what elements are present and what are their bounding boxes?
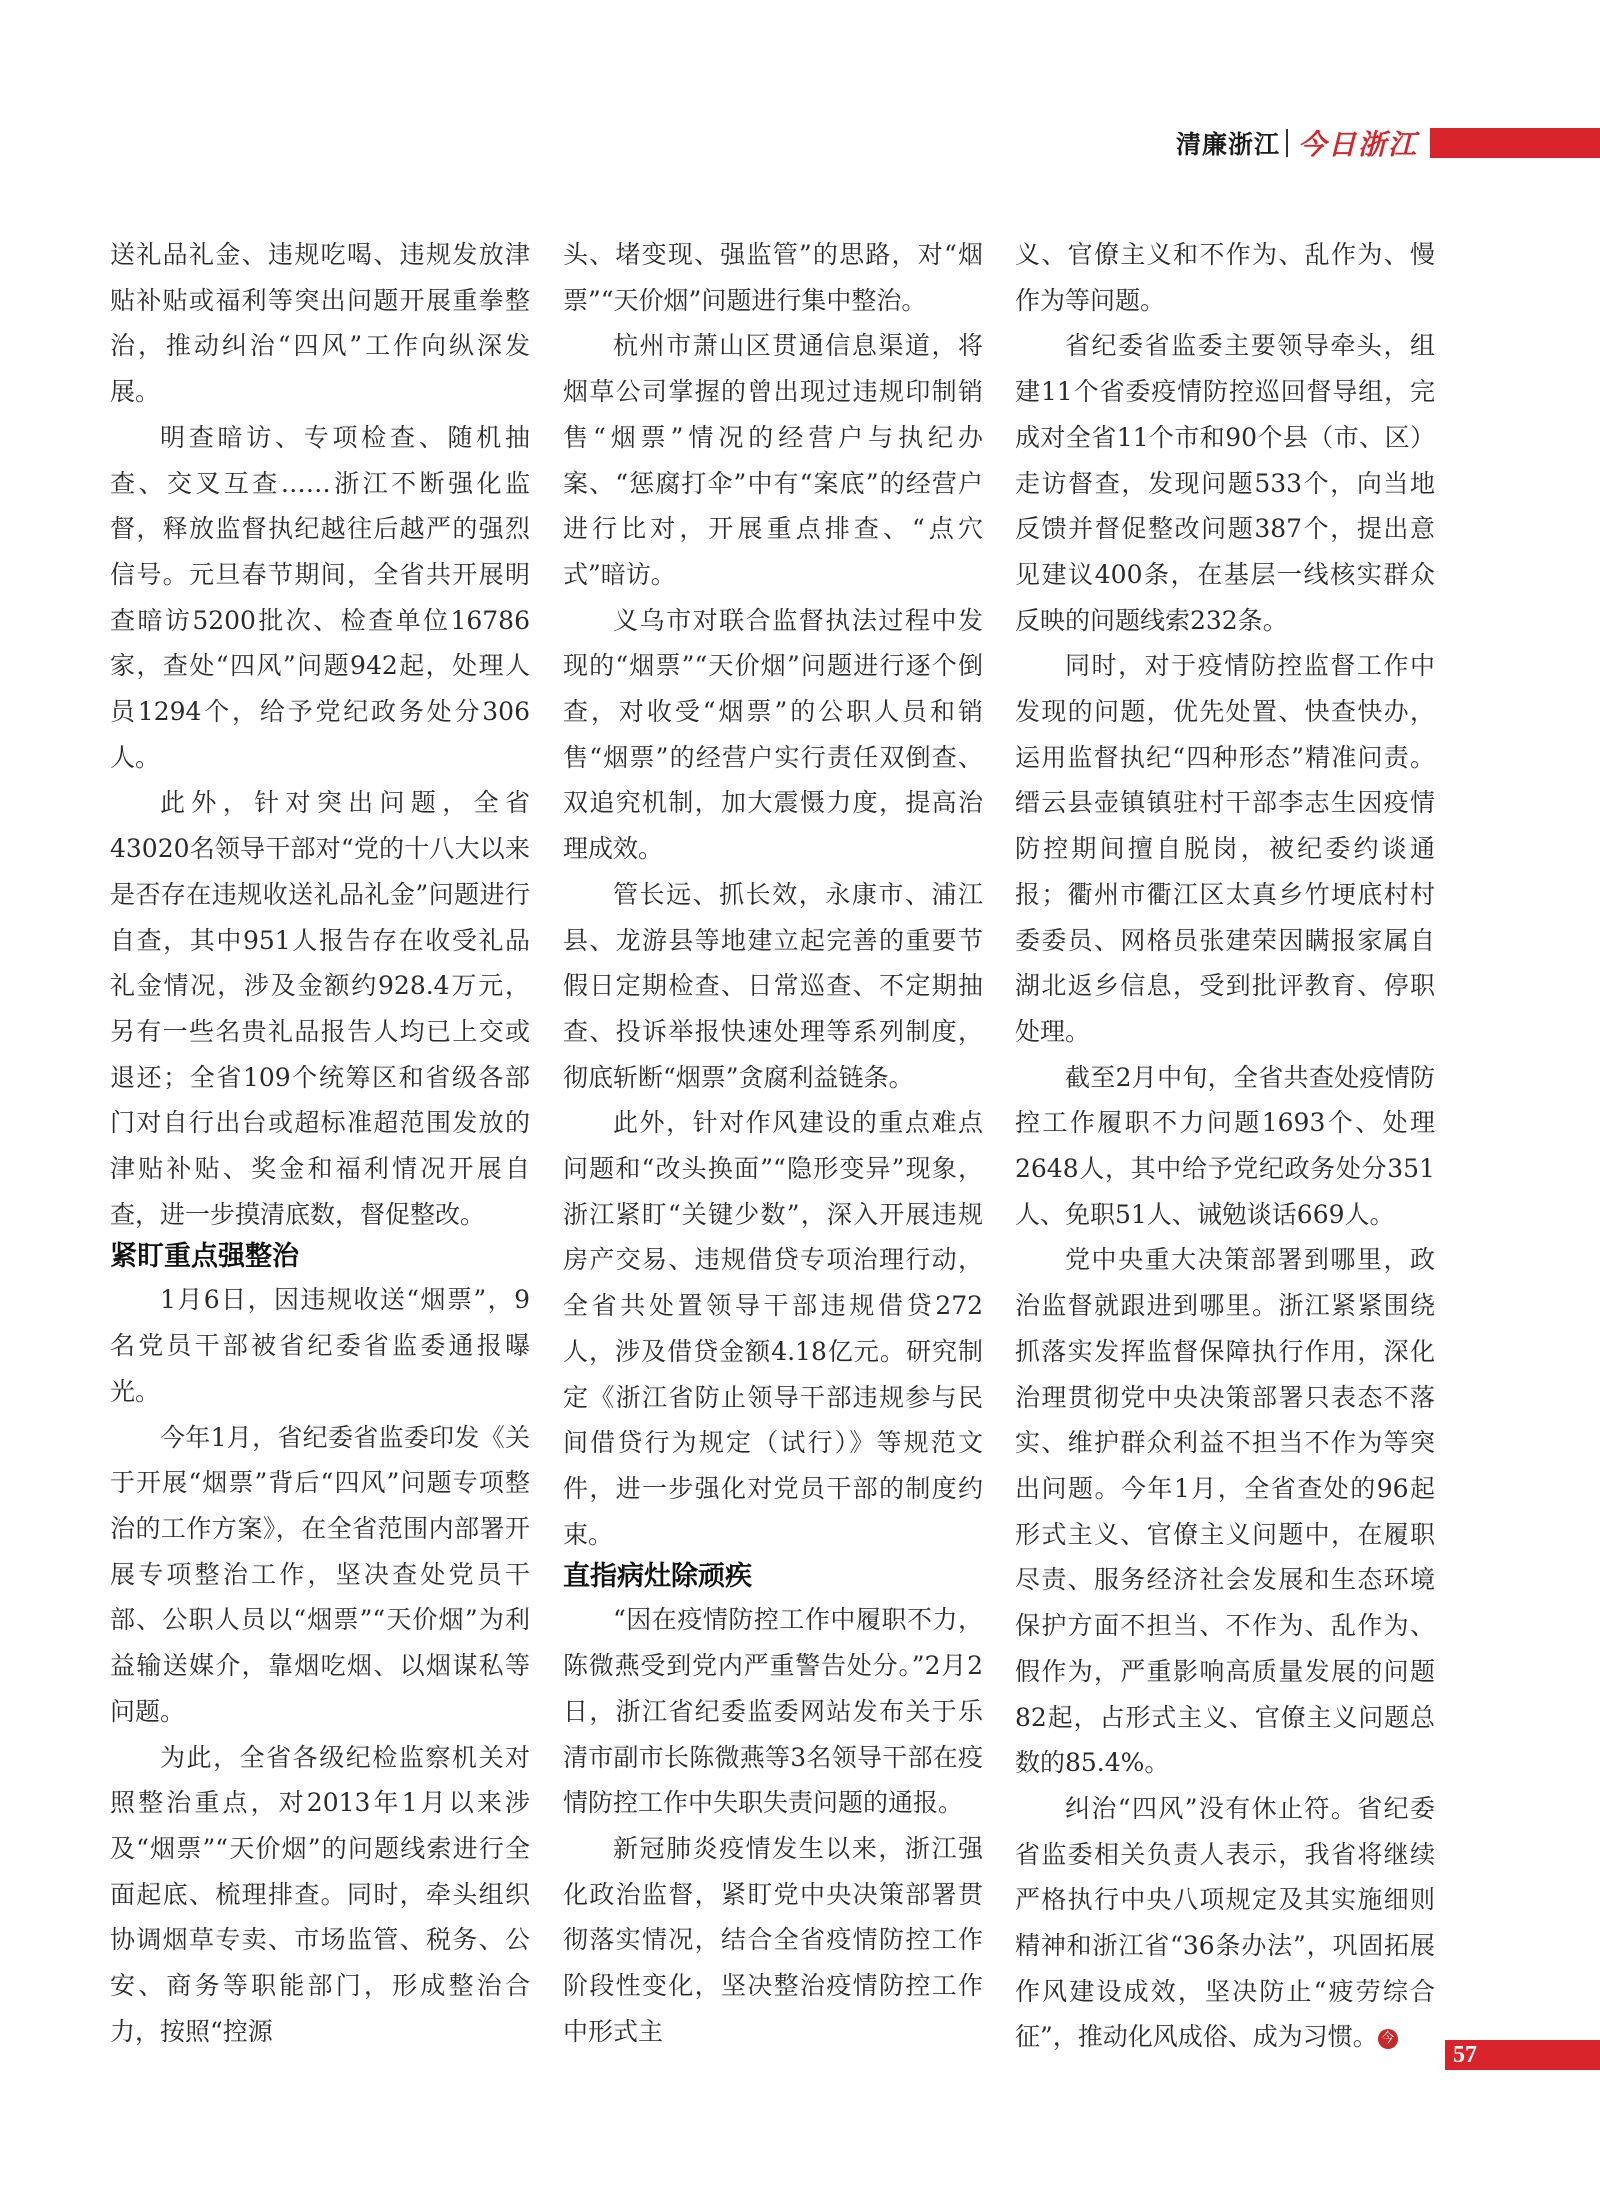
paragraph-text: 义乌市对联合监督执法过程中发现的“烟票”“天价烟”问题进行逐个倒查，对收受“烟票”的公职人员和销售“烟票”的经营户实行责任双倒查、双追究机制，加大震慑力度，提高治理成效。 <box>563 605 983 864</box>
page-header <box>1175 128 1600 161</box>
paragraph-text: 直指病灶除顽疾 <box>563 1561 752 1593</box>
paragraph-text: 纠治“四风”没有休止符。省纪委省监委相关负责人表示，我省将继续严格执行中央八项规定及其实施细则精神和浙江省“36条办法”，巩固拓展作风建设成效，坚决防止“疲劳综合征”，推动化风成俗、成为习惯。 <box>1015 1793 1435 2052</box>
paragraph-text: 党中央重大决策部署到哪里，政治监督就跟进到哪里。浙江紧紧围绕抓落实发挥监督保障执行作用，深化治理贯彻党中央决策部署只表态不落实、维护群众利益不担当不作为等突出问题。今年1月，全省查处的96起形式主义、官僚主义问题中，在履职尽责、服务经济社会发展和生态环境保护方面不担当、不作为、乱作为、假作为，严重影响高质量发展的问题82起，占形式主义、官僚主义问题总数的85.4%。 <box>1015 1245 1435 1778</box>
paragraph <box>1015 1237 1435 1785</box>
paragraph <box>110 1277 530 1414</box>
paragraph-text: 杭州市萧山区贯通信息渠道，将烟草公司掌握的曾出现过违规印制销售“烟票”情况的经营户与执纪办案、“惩腐打伞”中有“案底”的经营户进行比对，开展重点排查、“点穴式”暗访。 <box>563 331 983 589</box>
paragraph-text: 明查暗访、专项检查、随机抽查、交叉互查……浙江不断强化监督，释放监督执纪越往后越严的强烈信号。元旦春节期间，全省共开展明查暗访5200批次、检查单位16786家，查处“四风”问题942起，处理人员1294个，给予党纪政务处分306人。 <box>110 422 530 772</box>
section-tag: 清廉浙江 <box>1175 130 1280 159</box>
paragraph-text: 同时，对于疫情防控监督工作中发现的问题，优先处置、快查快办，运用监督执纪“四种形态”精准问责。缙云县壶镇镇驻村干部李志生因疫情防控期间擅自脱岗，被纪委约谈通报；衢州市衢江区太真乡竹埂底村村委委员、网格员张建荣因瞒报家属自湖北返乡信息，受到批评教育、停职处理。 <box>1015 651 1435 1046</box>
paragraph-text: 省纪委省监委主要领导牵头，组建11个省委疫情防控巡回督导组，完成对全省11个市和90个县（市、区）走访督查，发现问题533个，向当地反馈并督促整改问题387个，提出意见建议400条，在基层一线核实群众反映的问题线索232条。 <box>1015 331 1435 635</box>
paragraph-text: 1月6日，因违规收送“烟票”，9名党员干部被省纪委省监委通报曝光。 <box>110 1285 530 1406</box>
section-heading <box>563 1557 983 1597</box>
paragraph-text: 新冠肺炎疫情发生以来，浙江强化政治监督，紧盯党中央决策部署贯彻落实情况，结合全省疫情防控工作阶段性变化，坚决整治疫情防控工作中形式主 <box>563 1833 983 2046</box>
paragraph <box>563 323 983 597</box>
header-divider <box>1286 129 1288 157</box>
paragraph <box>1015 643 1435 1054</box>
paragraph-text: 为此，全省各级纪检监察机关对照整治重点，对2013年1月以来涉及“烟票”“天价烟”的问题线索进行全面起底、梳理排查。同时，牵头组织协调烟草专卖、市场监管、税务、公安、商务等职能部门，形成整治合力，按照“控源 <box>110 1742 530 2046</box>
paragraph-text: “因在疫情防控工作中履职不力，陈微燕受到党内严重警告处分。”2月2日，浙江省纪委监委网站发布关于乐清市副市长陈微燕等3名领导干部在疫情防控工作中失职失责问题的通报。 <box>563 1605 983 1818</box>
paragraph <box>1015 1055 1435 1238</box>
article-end-icon: 今 <box>1378 2029 1398 2049</box>
paragraph-text: 紧盯重点强整治 <box>110 1241 299 1273</box>
paragraph <box>563 598 983 872</box>
section-heading <box>110 1237 530 1277</box>
brand-logo: 今日浙江 <box>1297 128 1418 161</box>
paragraph <box>1015 1786 1435 2060</box>
paragraph-text: 此外，针对突出问题，全省43020名领导干部对“党的十八大以来是否存在违规收送礼品礼金”问题进行自查，其中951人报告存在收受礼品礼金情况，涉及金额约928.4万元，另有一些名贵礼品报告人均已上交或退还；全省109个统筹区和省级各部门对自行出台或超标准超范围发放的津贴补贴、奖金和福利情况开展自查，进一步摸清底数，督促整改。 <box>110 788 530 1229</box>
paragraph <box>563 232 983 323</box>
page-number: 57 <box>1445 2040 1600 2070</box>
paragraph-text: 头、堵变现、强监管”的思路，对“烟票”“天价烟”问题进行集中整治。 <box>563 240 983 315</box>
text-column-1 <box>110 232 530 2054</box>
paragraph <box>563 1597 983 1826</box>
paragraph-text: 义、官僚主义和不作为、乱作为、慢作为等问题。 <box>1015 240 1435 315</box>
paragraph-text: 截至2月中旬，全省共查处疫情防控工作履职不力问题1693个、处理2648人，其中给予党纪政务处分351人、免职51人、诫勉谈话669人。 <box>1015 1062 1435 1229</box>
text-column-3 <box>1015 232 1435 2060</box>
paragraph-text: 此外，针对作风建设的重点难点问题和“改头换面”“隐形变异”现象，浙江紧盯“关键少数”，深入开展违规房产交易、违规借贷专项治理行动，全省共处置领导干部违规借贷272人，涉及借贷金额4.18亿元。研究制定《浙江省防止领导干部违规参与民间借贷行为规定（试行）》等规范文件，进一步强化对党员干部的制度约束。 <box>563 1108 983 1549</box>
text-column-2 <box>563 232 983 2054</box>
header-red-bar <box>1430 128 1600 158</box>
paragraph <box>1015 232 1435 323</box>
paragraph-text: 今年1月，省纪委省监委印发《关于开展“烟票”背后“四风”问题专项整治的工作方案》，在全省范围内部署开展专项整治工作，坚决查处党员干部、公职人员以“烟票”“天价烟”为利益输送媒介，靠烟吃烟、以烟谋私等问题。 <box>110 1422 530 1726</box>
paragraph <box>563 1100 983 1557</box>
paragraph-text: 送礼品礼金、违规吃喝、违规发放津贴补贴或福利等突出问题开展重拳整治，推动纠治“四风”工作向纵深发展。 <box>110 240 530 407</box>
paragraph <box>563 872 983 1101</box>
paragraph <box>110 780 530 1237</box>
paragraph <box>1015 323 1435 643</box>
paragraph <box>110 232 530 415</box>
paragraph <box>110 1735 530 2055</box>
paragraph <box>110 415 530 781</box>
paragraph <box>110 1415 530 1735</box>
paragraph <box>563 1826 983 2055</box>
paragraph-text: 管长远、抓长效，永康市、浦江县、龙游县等地建立起完善的重要节假日定期检查、日常巡查、不定期抽查、投诉举报快速处理等系列制度，彻底斩断“烟票”贪腐利益链条。 <box>563 879 983 1092</box>
